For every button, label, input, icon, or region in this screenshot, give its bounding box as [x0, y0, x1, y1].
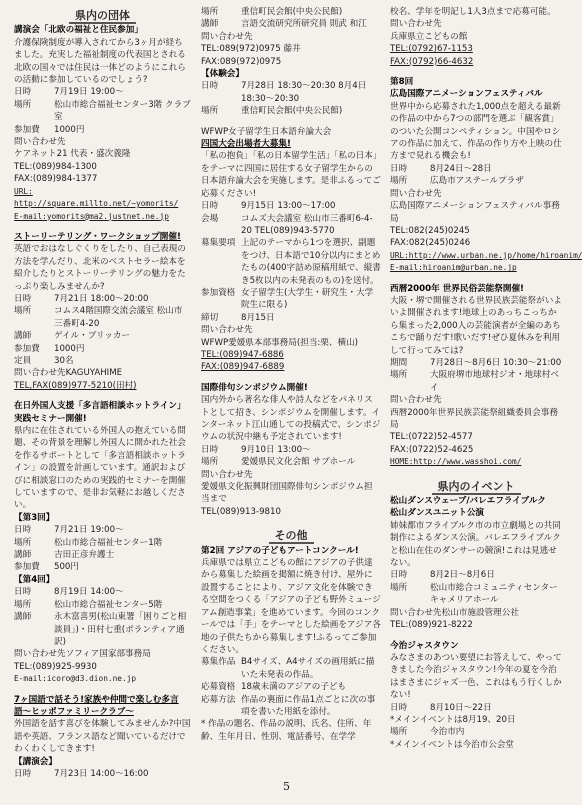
info-row: [390, 357, 562, 369]
body-text: 問い合わせ先: [201, 31, 253, 42]
info-row: [14, 86, 191, 98]
article-heading: 四国大会出場者大募集!: [201, 139, 291, 150]
body-text: TEL:(089)921-8222: [390, 620, 473, 631]
body-text: TEL:(089)947-6886: [201, 349, 284, 360]
spacer: [14, 223, 191, 231]
info-value: 重信町民会館(中央公民館): [241, 7, 343, 17]
info-value: 吉田正彦弁護士: [54, 550, 115, 561]
info-value: 言語交流研究所研究員 則武 和江: [241, 19, 367, 30]
info-row: [201, 444, 381, 456]
body-text: E-mail:hiroanim@urban.ne.jp: [390, 263, 517, 273]
info-value: 松山市施設管理公社: [441, 607, 519, 618]
info-key: 講師: [14, 550, 32, 561]
info-value: 7月23日 14:00〜16:00: [54, 768, 149, 779]
info-key: 問い合わせ先: [390, 607, 442, 618]
info-key: 場所: [201, 457, 219, 468]
section-heading-text: 県内のイベント: [432, 480, 521, 495]
spacer: [201, 518, 381, 526]
info-value: 大阪府堺市地球村ジオ・地球村ベイ: [430, 370, 559, 393]
info-value: 女子留学生(大学生・研究生・大学院生に限る): [241, 287, 374, 311]
info-key: 参加費: [14, 562, 40, 573]
info-row: [390, 163, 562, 175]
body-text: FAX:(0722)52-4625: [390, 444, 474, 455]
info-row: [201, 213, 381, 238]
body-text: 校名、学年を明記し1人3点まで応募可能。: [390, 7, 556, 17]
info-value: 7月19日 19:00〜: [54, 87, 124, 98]
body-text: FAX:089(972)0975: [201, 56, 282, 67]
body-text: TEL:089(972)0975 藤井: [201, 44, 301, 55]
column-right: [390, 6, 582, 776]
info-row: [390, 569, 562, 581]
body-text: URL: http://square.millto.net/~yomorits/: [14, 186, 179, 209]
article-heading: 7ヶ国語で話そう!家族や仲間で楽しむ多言語〜ヒッポファミリークラブ〜: [14, 694, 179, 717]
body-text: 問い合わせ先: [390, 395, 442, 406]
section-heading-text: その他: [269, 529, 314, 544]
body-text: FAX:(089)984-1377: [14, 174, 98, 185]
info-row: [14, 99, 191, 124]
body-text: * 作品の題名、作品の説明、氏名、住所、年齢、生年月日、性別、電話番号、在学学: [201, 719, 372, 742]
article-heading: 講演会「北欧の福祉と住民参加」: [14, 25, 143, 36]
info-key: 講師: [14, 612, 32, 623]
body-text: 問い合わせ先: [390, 188, 442, 199]
info-key: 日時: [201, 81, 219, 92]
body-text: TEL:082(245)0245: [390, 225, 470, 236]
info-value: 8月15日: [241, 312, 275, 323]
info-value: 7月28日〜8月6日 10:30〜21:00: [430, 357, 562, 368]
spacer: [14, 392, 191, 400]
info-key: 場所: [390, 176, 408, 187]
info-value: ゲイル・ブリッカー: [54, 331, 131, 342]
info-row: [201, 6, 381, 18]
body-text: 英語でおはなしぐくりをしたり、自己表現の方法を学んだり、北米のベストセラー絵本を紹介したりとストーリーテリングの魅力をたっぷり楽しみませんか?: [14, 244, 186, 292]
body-text: みなさまのあつい要望にお答えして、やってきました今治ジャスタウン!今年の夏を今治はまさまにジャズ一色、これはもう行くしかない!: [390, 652, 562, 701]
info-value: 重信町民会館(中央公民館): [241, 106, 343, 117]
info-key: 応募方法: [201, 694, 236, 705]
info-value: 松山市総合コミュニティセンター キャメリアホール: [430, 582, 558, 606]
body-text: TEL,FAX(089)977-5210(田村): [14, 380, 137, 391]
info-row: [201, 237, 381, 287]
info-row: [201, 18, 381, 30]
info-key: 応募資格: [201, 682, 236, 693]
article-heading: 第2回 アジアの子どもアートコンクール!: [201, 545, 359, 556]
info-row: [14, 768, 191, 780]
info-value: 7月21日 19:00〜: [54, 525, 124, 536]
info-value: 7月21日 18:00〜20:00: [54, 293, 149, 304]
spacer: [14, 686, 191, 694]
info-row: [390, 582, 562, 607]
info-key: 日時: [390, 570, 408, 581]
info-key: 場所: [14, 306, 32, 317]
info-key: 講師: [14, 331, 32, 342]
body-text: 問い合わせ先: [390, 19, 442, 30]
article-heading: 松山ダンスユニット公演: [390, 508, 485, 519]
info-row: [201, 656, 381, 681]
info-row: [14, 124, 191, 136]
body-text: *メインイベントは今治市公会堂: [390, 739, 515, 750]
section-heading: [14, 10, 191, 22]
info-row: [14, 599, 191, 611]
body-text: 兵庫県では県立こどもの館にアジアの子供達から募集した絵画を掲額に焼き付け、屋外に設置することにより、アジア文化を体験できる空間をつくる「アジアの子ども野外ミュージアム創造事業」を進めています。今回のコンクールでは「手」をテーマとした絵画をアジア各地の子供たちから募集します!ふるってご参加ください。: [201, 558, 381, 655]
info-row: [14, 611, 191, 648]
info-row: [14, 293, 191, 305]
section-heading: [390, 481, 562, 493]
info-row: [201, 312, 381, 324]
spacer: [390, 275, 562, 283]
info-value: 広島市アステールプラザ: [430, 176, 524, 187]
sub-heading: 【講演会】: [14, 756, 57, 767]
info-value: 8月10日〜22日: [430, 702, 492, 713]
body-text: 介護保険制度が導入されてから3ヶ月が経ちました。充実した福祉制度の代表国とされる北欧の国々では住民は一体どのようにこれらの活動に参加しているのでしょう?: [14, 37, 186, 86]
info-row: [201, 456, 381, 468]
info-key: 募集要項: [201, 238, 236, 249]
info-key: 日時: [14, 587, 32, 598]
info-row: [390, 726, 562, 738]
info-row: [14, 648, 191, 660]
column-left: [14, 6, 191, 779]
body-text: 問い合わせ先: [14, 137, 66, 148]
info-row: [14, 537, 191, 549]
body-text: 世界中から応募された1,000点を超える最新の作品の中から7つの部門を選ぶ「観客賞」のついた公開コンペティション。中国やロシアの作品に加えて、作品の作り方や上映の仕方まで見れる機会も!: [390, 101, 562, 162]
info-row: [201, 200, 381, 212]
article-heading: ストーリーテリング・ワークショップ開催!: [14, 231, 181, 242]
body-text: WFWP愛媛県本部事務局(担当:栗、横山): [201, 337, 359, 348]
info-row: [14, 343, 191, 355]
info-key: 参加資格: [201, 287, 236, 298]
info-value: 8月24日〜28日: [430, 163, 492, 174]
info-value: 作品の裏面に作品1点ごとに次の事項を書いた用紙を添付。: [241, 694, 376, 717]
info-row: [390, 175, 562, 187]
sub-heading: 【体験会】: [201, 69, 244, 80]
body-text: 国内外から著名な俳人や詩人などをパネリストとして招き、シンポジウムを開催します。インターネット江山通しての投稿式で、シンポジウムの状況中継も予定されています!: [201, 395, 381, 443]
body-text: TEL:(0722)52-4577: [390, 432, 473, 443]
info-row: [201, 80, 381, 105]
info-key: 問い合わせ先: [14, 368, 66, 379]
info-value: 18歳未満のアジアの子ども: [241, 682, 347, 693]
info-row: [14, 586, 191, 598]
info-key: 問い合わせ先: [14, 649, 66, 660]
info-key: 締切: [201, 312, 219, 323]
info-row: [201, 681, 381, 693]
body-text: HOME:http://www.wasshoi.com/: [390, 457, 522, 467]
info-value: 愛媛県民文化会館 サブホール: [241, 457, 356, 468]
body-text: 大阪・堺で開催される世界民族芸能祭がいよいよ開催されます!地球上のあっちこっちから集まった2,000人の芸能演者が全編のあちこちで踊りだす!歌いだす!ぜひ夏休みを利用して行ってみては?: [390, 295, 562, 356]
section-heading-text: 県内の団体: [69, 9, 136, 24]
info-key: 参加費: [14, 124, 40, 135]
info-row: [390, 369, 562, 394]
info-key: 講師: [201, 19, 219, 30]
body-text: 問い合わせ先: [201, 469, 253, 480]
body-text: 「私の抱負」「私の日本留学生活」「私の日本」をテーマに四国に居住する女子留学生からの日本語弁論大会を実施します。是非ふるってご応募ください!: [201, 151, 381, 199]
spacer: [390, 632, 562, 640]
info-value: 8月19日 14:00〜: [54, 587, 124, 598]
info-key: 定員: [14, 355, 32, 366]
info-row: [390, 702, 562, 714]
info-value: 7月28日 18:30〜20:30 8月4日 18:30〜20:30: [241, 81, 367, 104]
article-heading: 西暦2000年 世界民俗芸能祭開催!: [390, 283, 524, 294]
info-value: 松山市総合福祉センター1階: [54, 537, 163, 548]
body-text: 姉妹都市フライブルク市の市立劇場との共同制作によるダンス公演。バレエフライブルクと松山在住のダンサーの競演!これは見逃せない。: [390, 520, 561, 569]
info-value: 8月2日〜8月6日: [430, 570, 495, 581]
sub-heading: 【第4回】: [14, 574, 55, 585]
body-text: *メインイベントは8月19、20日: [390, 714, 516, 725]
info-key: 場所: [390, 370, 408, 381]
info-key: 会場: [201, 213, 219, 224]
info-key: 日時: [14, 87, 32, 98]
body-text: 県内に在住されている外国人の抱えている問題、その背景を理解し外国人に開かれた社会を作るサポートとして「多言語相談ホットライン」の設置を計画しています。通訳およびびに相談窓口のための実践的セミナーを開催していますので、是非お気軽にお越しください。: [14, 426, 186, 511]
body-text: ケアネット21 代表・盛次義隆: [14, 149, 131, 160]
info-key: 日時: [390, 702, 408, 713]
info-value: 1000円: [54, 343, 85, 354]
body-text: 愛媛県文化振興財団国際俳句シンポジウム担当まで: [201, 482, 373, 505]
info-key: 日時: [390, 163, 408, 174]
info-value: 上記のテーマから1つを選択、副題をつけ、日本語で10分以内にまとめたもの(400字詰め原稿用紙で、縦書き5枚以内の未発表のもの)を送付。: [241, 238, 381, 286]
info-key: 場所: [390, 727, 408, 738]
info-key: 日時: [14, 293, 32, 304]
info-key: 場所: [201, 7, 219, 17]
body-text: 外国語を話す喜びを体験してみませんか?中国語や英語、フランス語など聞いているだけでわくわくしてきます!: [14, 719, 191, 755]
column-middle: [201, 6, 381, 776]
info-key: 場所: [201, 106, 219, 117]
article-heading: 国際俳句シンポジウム開催!: [201, 382, 308, 393]
info-value: KAGUYAHIME: [65, 368, 123, 379]
info-key: 場所: [14, 599, 32, 610]
body-text: FAX:(089)947-6889: [201, 362, 285, 373]
info-row: [14, 305, 191, 330]
info-row: [14, 549, 191, 561]
info-key: 場所: [14, 537, 32, 548]
info-row: [201, 105, 381, 117]
section-heading: [201, 530, 381, 542]
body-text: E-mail:yomorits@ma2.justnet.ne.jp: [14, 211, 169, 221]
info-key: 日時: [14, 768, 32, 779]
info-row: [14, 524, 191, 536]
body-text: 広島国際アニメーションフェスティバル事務局: [390, 201, 560, 224]
body-text: 西暦2000年世界民族芸能祭組織委員会事務局: [390, 407, 558, 430]
info-value: 30名: [54, 355, 74, 366]
body-text: FAX:082(245)0246: [390, 238, 471, 249]
info-value: 500円: [54, 562, 79, 573]
info-value: B4サイズ、A4サイズの画用紙に描いた未発表の作品。: [241, 657, 375, 680]
body-text: E-mail:icoro@d3.dion.ne.jp: [14, 674, 137, 684]
body-text: WFWP女子留学生日本語弁論大会: [201, 126, 332, 137]
info-row: [14, 355, 191, 367]
info-value: コムス4階国際交流会議室 松山市三番町4-20: [54, 306, 183, 329]
info-value: ソフィア国家部事務局: [65, 649, 151, 660]
article-heading: 広島国際アニメーションフェスティバル: [390, 89, 543, 100]
spacer: [201, 118, 381, 126]
info-value: 9月10日 13:00〜: [241, 444, 311, 455]
sub-heading: 第8回: [390, 77, 414, 88]
info-value: 今治市内: [430, 727, 465, 738]
info-row: [14, 330, 191, 342]
body-text: URL:http://www.urban.ne.jp/home/hiroanim/: [390, 250, 582, 260]
info-key: 参加費: [14, 343, 40, 354]
info-key: 日時: [201, 444, 219, 455]
body-text: TEL:(089)984-1300: [14, 161, 97, 172]
info-value: 9月15日 13:00〜17:00: [241, 201, 336, 212]
article-heading: 在日外国人支援「多言語相談ホットライン」実践セミナー開催!: [14, 401, 186, 424]
page-number: 5: [283, 780, 290, 793]
info-key: 期間: [390, 357, 408, 368]
info-key: 場所: [390, 582, 408, 593]
info-key: 日時: [14, 525, 32, 536]
info-row: [390, 607, 562, 619]
info-key: 場所: [14, 99, 32, 110]
info-value: 松山市総合福祉センター5階: [54, 599, 163, 610]
info-row: [14, 367, 191, 379]
body-text: TEL:(089)925-9930: [14, 661, 97, 672]
spacer: [201, 374, 381, 382]
body-text: TEL(089)913-9810: [201, 506, 281, 517]
spacer: [390, 68, 562, 76]
body-text: 兵庫県立こどもの館: [390, 31, 468, 42]
info-row: [201, 287, 381, 312]
article-heading: 松山ダンスウェーブ/バレエフライブルク: [390, 496, 546, 507]
info-key: 日時: [201, 201, 219, 212]
info-row: [14, 561, 191, 573]
info-value: 1000円: [54, 124, 85, 135]
body-text: TEL:(0792)67-1153: [390, 44, 473, 55]
info-row: [201, 694, 381, 719]
info-value: コムズ大会議室 松山市三番町6-4-20 TEL(089)943-5770: [241, 213, 373, 236]
spacer: [390, 469, 562, 477]
body-text: FAX:(0792)66-4632: [390, 56, 474, 67]
sub-heading: 【第3回】: [14, 512, 55, 523]
info-value: 永木富喜男(松山東署「困りごと相談員」)・田村七重(ボランティア通訳): [54, 612, 187, 647]
article-heading: 今治ジャスタウン: [390, 640, 459, 651]
info-key: 募集作品: [201, 657, 236, 668]
info-value: 松山市総合福祉センター3階 クラブ室: [54, 99, 191, 123]
body-text: 問い合わせ先: [201, 325, 253, 336]
